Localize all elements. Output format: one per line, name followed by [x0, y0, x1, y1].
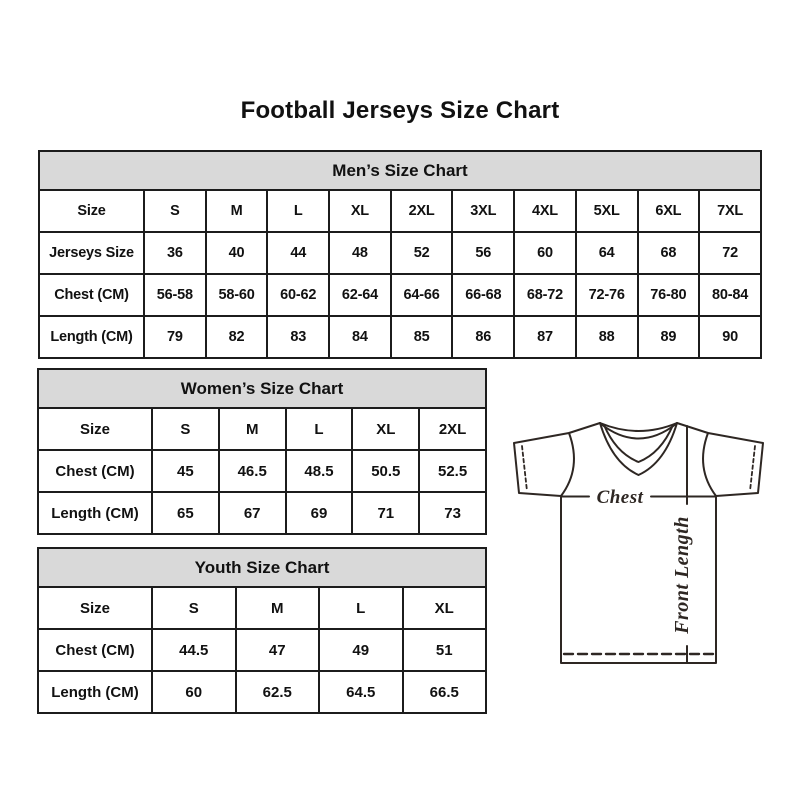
size-value-cell: XL [352, 408, 419, 450]
size-value-cell: 60 [152, 671, 236, 713]
jersey-outline-shape [514, 423, 763, 663]
row-label: Jerseys Size [39, 232, 144, 274]
size-value-cell: 83 [267, 316, 329, 358]
size-value-cell: 72 [699, 232, 761, 274]
size-value-cell: 52 [391, 232, 453, 274]
size-value-cell: L [267, 190, 329, 232]
youth-size-table [37, 547, 487, 714]
row-label: Length (CM) [39, 316, 144, 358]
size-value-cell: M [206, 190, 268, 232]
size-value-cell: S [152, 587, 236, 629]
size-value-cell: 47 [236, 629, 320, 671]
size-value-cell: XL [329, 190, 391, 232]
size-value-cell: 60-62 [267, 274, 329, 316]
size-value-cell: 66-68 [452, 274, 514, 316]
size-value-cell: L [319, 587, 403, 629]
table-title: Men’s Size Chart [39, 151, 761, 190]
size-value-cell: 66.5 [403, 671, 487, 713]
table-title: Women’s Size Chart [38, 369, 486, 408]
row-label: Length (CM) [38, 671, 152, 713]
size-table [37, 368, 487, 535]
size-value-cell: 64 [576, 232, 638, 274]
size-value-cell: 40 [206, 232, 268, 274]
size-value-cell: 64-66 [391, 274, 453, 316]
table-row [39, 190, 761, 232]
size-value-cell: M [236, 587, 320, 629]
table-row [38, 408, 486, 450]
table-row [38, 587, 486, 629]
size-value-cell: 80-84 [699, 274, 761, 316]
size-value-cell: 68 [638, 232, 700, 274]
size-value-cell: 51 [403, 629, 487, 671]
size-value-cell: 56 [452, 232, 514, 274]
jersey-measurement-diagram [500, 400, 780, 680]
size-value-cell: 68-72 [514, 274, 576, 316]
row-label: Size [39, 190, 144, 232]
table-header-row [38, 548, 486, 587]
right-sleeve-seam [703, 433, 716, 496]
mens-size-table [38, 150, 762, 359]
size-value-cell: 60 [514, 232, 576, 274]
size-value-cell: 52.5 [419, 450, 486, 492]
size-value-cell: 73 [419, 492, 486, 534]
size-value-cell: 58-60 [206, 274, 268, 316]
page-title: Football Jerseys Size Chart [240, 97, 560, 124]
size-value-cell: 6XL [638, 190, 700, 232]
size-value-cell: 87 [514, 316, 576, 358]
size-value-cell: 69 [286, 492, 353, 534]
collar-back-line-1 [600, 423, 677, 431]
front-length-measure-label: Front Length [671, 516, 693, 634]
row-label: Chest (CM) [39, 274, 144, 316]
size-value-cell: 86 [452, 316, 514, 358]
size-value-cell: 44 [267, 232, 329, 274]
table-row [39, 274, 761, 316]
size-value-cell: S [152, 408, 219, 450]
chest-measure-label: Chest [596, 487, 644, 508]
size-value-cell: 50.5 [352, 450, 419, 492]
size-value-cell: M [219, 408, 286, 450]
womens-size-table [37, 368, 487, 535]
size-value-cell: 56-58 [144, 274, 206, 316]
size-value-cell: 4XL [514, 190, 576, 232]
size-value-cell: 44.5 [152, 629, 236, 671]
size-table [37, 547, 487, 714]
size-value-cell: 49 [319, 629, 403, 671]
size-value-cell: 62.5 [236, 671, 320, 713]
size-value-cell: 76-80 [638, 274, 700, 316]
size-value-cell: XL [403, 587, 487, 629]
table-header-row [38, 369, 486, 408]
size-value-cell: 84 [329, 316, 391, 358]
size-value-cell: 7XL [699, 190, 761, 232]
size-value-cell: 64.5 [319, 671, 403, 713]
row-label: Length (CM) [38, 492, 152, 534]
size-value-cell: 48 [329, 232, 391, 274]
size-value-cell: 36 [144, 232, 206, 274]
size-value-cell: 62-64 [329, 274, 391, 316]
table-row [38, 450, 486, 492]
table-row [39, 316, 761, 358]
size-value-cell: 72-76 [576, 274, 638, 316]
left-sleeve-seam [561, 433, 574, 496]
row-label: Chest (CM) [38, 450, 152, 492]
size-value-cell: 67 [219, 492, 286, 534]
size-value-cell: 46.5 [219, 450, 286, 492]
table-row [39, 232, 761, 274]
size-value-cell: 48.5 [286, 450, 353, 492]
size-value-cell: 2XL [391, 190, 453, 232]
size-value-cell: 89 [638, 316, 700, 358]
size-value-cell: 82 [206, 316, 268, 358]
size-value-cell: 79 [144, 316, 206, 358]
table-header-row [39, 151, 761, 190]
size-value-cell: 90 [699, 316, 761, 358]
table-row [38, 629, 486, 671]
row-label: Chest (CM) [38, 629, 152, 671]
size-value-cell: 65 [152, 492, 219, 534]
row-label: Size [38, 408, 152, 450]
left-cuff-stitch-line [522, 446, 527, 491]
size-value-cell: 71 [352, 492, 419, 534]
size-value-cell: 45 [152, 450, 219, 492]
size-value-cell: 88 [576, 316, 638, 358]
right-cuff-stitch-line [750, 446, 755, 491]
size-value-cell: 2XL [419, 408, 486, 450]
table-row [38, 671, 486, 713]
size-value-cell: 5XL [576, 190, 638, 232]
size-value-cell: L [286, 408, 353, 450]
table-title: Youth Size Chart [38, 548, 486, 587]
size-value-cell: S [144, 190, 206, 232]
row-label: Size [38, 587, 152, 629]
size-value-cell: 85 [391, 316, 453, 358]
size-table [38, 150, 762, 359]
size-value-cell: 3XL [452, 190, 514, 232]
table-row [38, 492, 486, 534]
